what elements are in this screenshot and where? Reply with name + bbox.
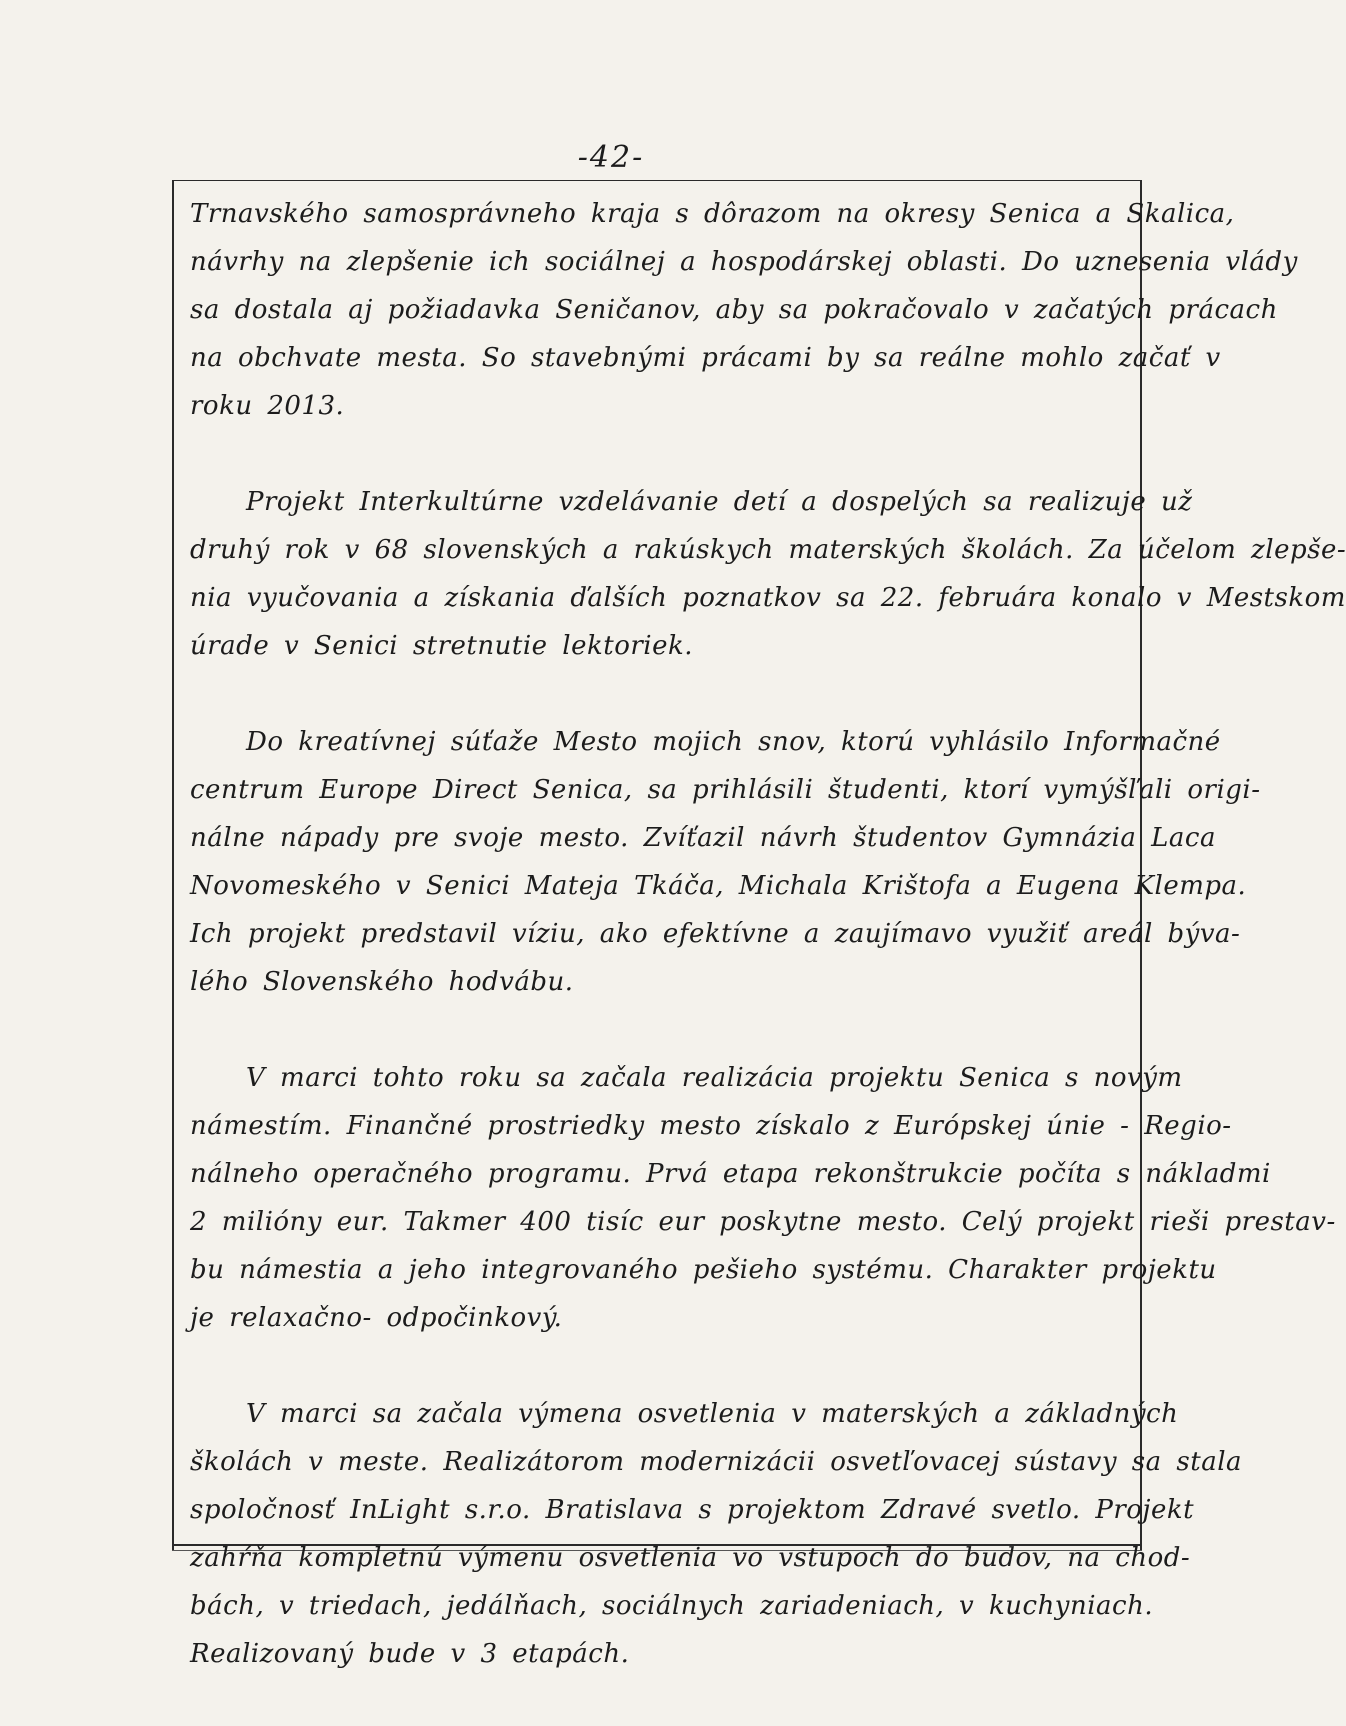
paragraph-5 [190, 1390, 1243, 1678]
text-line: nálneho operačného programu. Prvá etapa rekonštrukcie počíta s nákladmi [190, 1159, 1271, 1189]
paragraph-1 [190, 190, 1298, 430]
text-line: 2 milióny eur. Takmer 400 tisíc eur poskytne mesto. Celý projekt rieši prestav- [190, 1207, 1336, 1237]
text-line: návrhy na zlepšenie ich sociálnej a hospodárskej oblasti. Do uznesenia vlády [190, 247, 1298, 277]
paragraph-3 [190, 718, 1261, 1006]
text-line: Realizovaný bude v 3 etapách. [190, 1639, 630, 1669]
page-number: -42- [577, 140, 645, 175]
text-line: Ich projekt predstavil víziu, ako efektívne a zaujímavo využiť areál býva- [190, 919, 1241, 949]
text-line: na obchvate mesta. So stavebnými prácami by sa reálne mohlo začať v [190, 343, 1221, 373]
text-line: námestím. Finančné prostriedky mesto získalo z Európskej únie - Regio- [190, 1111, 1232, 1141]
text-line: je relaxačno- odpočinkový. [190, 1303, 563, 1333]
text-line: zahŕňa kompletnú výmenu osvetlenia vo vstupoch do budov, na chod- [190, 1543, 1191, 1573]
text-line: centrum Europe Direct Senica, sa prihlásili študenti, ktorí vymýšľali origi- [190, 775, 1261, 805]
text-line: bách, v triedach, jedálňach, sociálnych zariadeniach, v kuchyniach. [190, 1591, 1154, 1621]
text-line: nia vyučovania a získania ďalších poznatkov sa 22. februára konalo v Mestskom [190, 583, 1346, 613]
text-line: druhý rok v 68 slovenských a rakúskych materských školách. Za účelom zlepše- [190, 535, 1346, 565]
text-line: nálne nápady pre svoje mesto. Zvíťazil návrh študentov Gymnázia Laca [190, 823, 1216, 853]
text-line: spoločnosť InLight s.r.o. Bratislava s projektom Zdravé svetlo. Projekt [190, 1495, 1195, 1525]
paragraph-2 [190, 478, 1346, 670]
text-line: Projekt Interkultúrne vzdelávanie detí a dospelých sa realizuje už [246, 487, 1193, 517]
text-line: úrade v Senici stretnutie lektoriek. [190, 631, 693, 661]
text-line: V marci sa začala výmena osvetlenia v materských a základných [246, 1399, 1179, 1429]
text-line: bu námestia a jeho integrovaného pešieho systému. Charakter projektu [190, 1255, 1217, 1285]
text-line: roku 2013. [190, 391, 345, 421]
handwritten-text-body [190, 190, 1346, 1726]
text-line: sa dostala aj požiadavka Seničanov, aby sa pokračovalo v začatých prácach [190, 295, 1278, 325]
text-line: lého Slovenského hodvábu. [190, 967, 574, 997]
text-line: školách v meste. Realizátorom modernizácii osvetľovacej sústavy sa stala [190, 1447, 1243, 1477]
text-line: Trnavského samosprávneho kraja s dôrazom na okresy Senica a Skalica, [190, 199, 1235, 229]
text-line: Novomeského v Senici Mateja Tkáča, Michala Krištofa a Eugena Klempa. [190, 871, 1247, 901]
text-line: Do kreatívnej súťaže Mesto mojich snov, ktorú vyhlásilo Informačné [246, 727, 1221, 757]
text-line: V marci tohto roku sa začala realizácia projektu Senica s novým [246, 1063, 1183, 1093]
paragraph-4 [190, 1054, 1336, 1342]
